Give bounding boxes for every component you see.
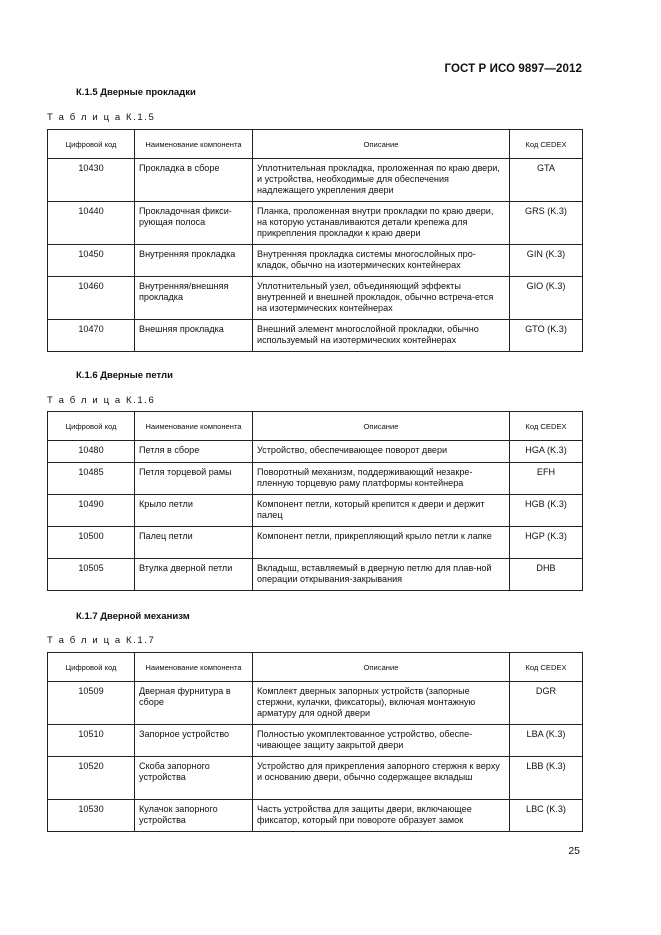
cell-code: 10505	[48, 559, 135, 591]
cell-cedex: LBB (K.3)	[510, 757, 583, 800]
section-title-k15: К.1.5 Дверные прокладки	[76, 87, 196, 98]
table-k16	[47, 411, 583, 591]
cell-description: Планка, проложенная внутри прокладки по краю двери, на которую устанавливаются детали крепежа для прикрепления прокладки к краю двери	[253, 202, 510, 245]
cell-description: Внутренняя прокладка системы многослойных про-кладок, обычно на изотермических контейнерах	[253, 245, 510, 277]
cell-description: Устройство, обеспечивающее поворот двери	[253, 441, 510, 463]
table-row	[48, 725, 583, 757]
page-number: 25	[568, 845, 580, 857]
cell-component-name: Петля в сборе	[135, 441, 253, 463]
cell-cedex: LBA (K.3)	[510, 725, 583, 757]
section-title-k17: К.1.7 Дверной механизм	[76, 611, 190, 622]
cell-cedex: GIN (K.3)	[510, 245, 583, 277]
cell-component-name: Внутренняя прокладка	[135, 245, 253, 277]
cell-code: 10530	[48, 800, 135, 832]
column-header-description: Описание	[253, 653, 510, 682]
document-standard-header: ГОСТ Р ИСО 9897—2012	[444, 63, 582, 75]
cell-component-name: Втулка дверной петли	[135, 559, 253, 591]
table-k15	[47, 129, 583, 352]
cell-code: 10460	[48, 277, 135, 320]
cell-cedex: EFH	[510, 463, 583, 495]
cell-component-name: Скоба запорного устройства	[135, 757, 253, 800]
cell-component-name: Прокладочная фикси-рующая полоса	[135, 202, 253, 245]
cell-description: Поворотный механизм, поддерживающий незакре-пленную торцевую раму платформы контейнера	[253, 463, 510, 495]
cell-code: 10509	[48, 682, 135, 725]
table-row	[48, 463, 583, 495]
cell-code: 10490	[48, 495, 135, 527]
cell-component-name: Запорное устройство	[135, 725, 253, 757]
cell-cedex: GTO (K.3)	[510, 320, 583, 352]
cell-description: Устройство для прикрепления запорного стержня к верху и основанию двери, обычно содержащее вкладыш	[253, 757, 510, 800]
cell-code: 10520	[48, 757, 135, 800]
cell-code: 10510	[48, 725, 135, 757]
column-header-name: Наименование компонента	[135, 412, 253, 441]
table-row	[48, 559, 583, 591]
table-row	[48, 277, 583, 320]
cell-code: 10500	[48, 527, 135, 559]
table-row	[48, 682, 583, 725]
cell-description: Компонент петли, который крепится к двери и держит палец	[253, 495, 510, 527]
cell-description: Уплотнительный узел, объединяющий эффекты внутренней и внешней прокладок, обычно встреча-ется на изотермических контейнерах	[253, 277, 510, 320]
column-header-description: Описание	[253, 412, 510, 441]
cell-cedex: HGB (K.3)	[510, 495, 583, 527]
column-header-cedex: Код CEDEX	[510, 130, 583, 159]
cell-description: Часть устройства для защиты двери, включающее фиксатор, который при повороте образует замок	[253, 800, 510, 832]
cell-code: 10480	[48, 441, 135, 463]
cell-code: 10430	[48, 159, 135, 202]
cell-component-name: Внешняя прокладка	[135, 320, 253, 352]
cell-description: Полностью укомплектованное устройство, обеспе-чивающее защиту закрытой двери	[253, 725, 510, 757]
cell-component-name: Петля торцевой рамы	[135, 463, 253, 495]
table-row	[48, 527, 583, 559]
cell-description: Компонент петли, прикрепляющий крыло петли к лапке	[253, 527, 510, 559]
table-row	[48, 202, 583, 245]
table-row	[48, 245, 583, 277]
cell-description: Уплотнительная прокладка, проложенная по краю двери, и устройства, необходимые для обеспечения надлежащего укрепления двери	[253, 159, 510, 202]
cell-code: 10470	[48, 320, 135, 352]
cell-code: 10440	[48, 202, 135, 245]
table-row	[48, 495, 583, 527]
cell-component-name: Крыло петли	[135, 495, 253, 527]
cell-description: Вкладыш, вставляемый в дверную петлю для плав-ной операции открывания-закрывания	[253, 559, 510, 591]
column-header-name: Наименование компонента	[135, 130, 253, 159]
cell-cedex: DGR	[510, 682, 583, 725]
cell-cedex: GIO (K.3)	[510, 277, 583, 320]
table-row	[48, 757, 583, 800]
cell-cedex: GRS (K.3)	[510, 202, 583, 245]
table-label-k16: Т а б л и ц а К.1.6	[47, 395, 156, 406]
cell-cedex: HGP (K.3)	[510, 527, 583, 559]
cell-code: 10450	[48, 245, 135, 277]
cell-cedex: HGA (K.3)	[510, 441, 583, 463]
table-label-k15: Т а б л и ц а К.1.5	[47, 112, 156, 123]
table-label-k17: Т а б л и ц а К.1.7	[47, 635, 156, 646]
table-row	[48, 159, 583, 202]
column-header-cedex: Код CEDEX	[510, 653, 583, 682]
cell-cedex: GTA	[510, 159, 583, 202]
table-k17	[47, 652, 583, 832]
cell-component-name: Внутренняя/внешняя прокладка	[135, 277, 253, 320]
cell-description: Комплект дверных запорных устройств (запорные стержни, кулачки, фиксаторы), включая монтажную арматуру для одной двери	[253, 682, 510, 725]
table-row	[48, 800, 583, 832]
column-header-description: Описание	[253, 130, 510, 159]
table-row	[48, 441, 583, 463]
cell-cedex: DHB	[510, 559, 583, 591]
cell-component-name: Дверная фурнитура в сборе	[135, 682, 253, 725]
column-header-code: Цифровой код	[48, 130, 135, 159]
cell-component-name: Прокладка в сборе	[135, 159, 253, 202]
cell-code: 10485	[48, 463, 135, 495]
column-header-name: Наименование компонента	[135, 653, 253, 682]
cell-description: Внешний элемент многослойной прокладки, обычно используемый на изотермических контейнерах	[253, 320, 510, 352]
cell-component-name: Палец петли	[135, 527, 253, 559]
column-header-cedex: Код CEDEX	[510, 412, 583, 441]
section-title-k16: К.1.6 Дверные петли	[76, 370, 173, 381]
column-header-code: Цифровой код	[48, 653, 135, 682]
table-row	[48, 320, 583, 352]
cell-cedex: LBC (K.3)	[510, 800, 583, 832]
column-header-code: Цифровой код	[48, 412, 135, 441]
cell-component-name: Кулачок запорного устройства	[135, 800, 253, 832]
